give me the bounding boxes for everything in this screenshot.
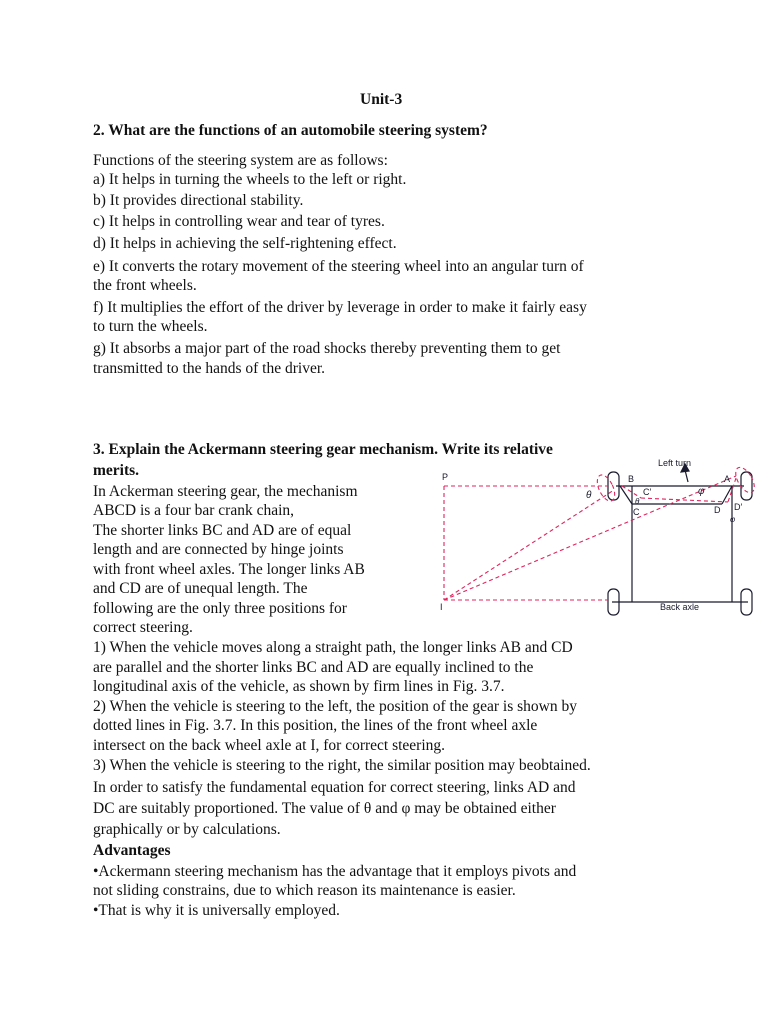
q2-item: b) It provides directional stability. xyxy=(93,192,304,209)
label-phi: φ xyxy=(698,486,705,497)
q3-left-line: following are the only three positions for xyxy=(93,600,347,617)
q3-body-line: graphically or by calculations. xyxy=(93,821,281,838)
q2-item: transmitted to the hands of the driver. xyxy=(93,360,326,377)
advantages-heading: Advantages xyxy=(93,842,171,859)
advantage-line: •That is why it is universally employed. xyxy=(93,902,340,919)
dashed-construction xyxy=(444,464,758,600)
label-left-turn: Left turn xyxy=(658,458,692,468)
q2-intro: Functions of the steering system are as follows: xyxy=(93,152,388,169)
advantage-line: •Ackermann steering mechanism has the advantage that it employs pivots and xyxy=(93,863,577,880)
q3-left-line: ABCD is a four bar crank chain, xyxy=(93,502,295,519)
q2-heading: 2. What are the functions of an automobile steering system? xyxy=(93,122,488,139)
label-back-axle: Back axle xyxy=(660,602,700,612)
q3-body-line: are parallel and the shorter links BC and AD are equally inclined to the xyxy=(93,659,534,676)
q3-heading-line1: 3. Explain the Ackermann steering gear mechanism. Write its relative xyxy=(93,441,553,458)
q3-left-line: In Ackerman steering gear, the mechanism xyxy=(93,483,358,500)
label-a: A xyxy=(724,474,731,484)
q3-body-line: 1) When the vehicle moves along a straight path, the longer links AB and CD xyxy=(93,639,573,656)
q2-item: the front wheels. xyxy=(93,277,197,294)
label-b: B xyxy=(628,474,635,484)
link-bc xyxy=(620,486,632,504)
ackermann-steering-diagram xyxy=(436,456,768,624)
dashed-link-cd-prime xyxy=(641,498,728,502)
label-theta: θ xyxy=(586,490,592,501)
label-phi-small: φ xyxy=(730,515,736,524)
q3-left-line: The shorter links BC and AD are of equal xyxy=(93,522,352,539)
q2-item: g) It absorbs a major part of the road shocks thereby preventing them to get xyxy=(93,340,561,357)
q2-item: to turn the wheels. xyxy=(93,318,208,335)
label-theta-small: θ xyxy=(635,497,640,506)
q3-body-line: DC are suitably proportioned. The value of θ and φ may be obtained either xyxy=(93,800,556,817)
label-c: C xyxy=(633,507,640,517)
q2-item: f) It multiplies the effort of the driver by leverage in order to make it fairly easy xyxy=(93,299,587,316)
advantage-line: not sliding constrains, due to which reason its maintenance is easier. xyxy=(93,882,516,899)
q3-body-line: longitudinal axis of the vehicle, as shown by firm lines in Fig. 3.7. xyxy=(93,678,505,695)
q3-body-line: In order to satisfy the fundamental equation for correct steering, links AD and xyxy=(93,779,576,796)
label-d: D xyxy=(714,505,721,515)
label-i: I xyxy=(440,602,443,612)
q3-left-line: correct steering. xyxy=(93,619,193,636)
dashed-ray-b xyxy=(444,490,614,600)
q3-body-line: dotted lines in Fig. 3.7. In this position, the lines of the front wheel axle xyxy=(93,717,538,734)
q3-left-line: and CD are of unequal length. The xyxy=(93,580,308,597)
q2-item: c) It helps in controlling wear and tear of tyres. xyxy=(93,213,385,230)
dashed-left-wheel xyxy=(594,472,619,503)
unit-title: Unit-3 xyxy=(360,91,403,108)
q3-body-line: intersect on the back wheel axle at I, for correct steering. xyxy=(93,737,446,754)
label-c-prime: C′ xyxy=(643,487,652,497)
q2-item: d) It helps in achieving the self-rightening effect. xyxy=(93,235,397,252)
q3-left-line: length and are connected by hinge joints xyxy=(93,541,344,558)
q2-item: a) It helps in turning the wheels to the left or right. xyxy=(93,171,407,188)
q3-body-line: 3) When the vehicle is steering to the right, the similar position may beobtained. xyxy=(93,757,591,774)
q2-item: e) It converts the rotary movement of the steering wheel into an angular turn of xyxy=(93,258,584,275)
q3-heading-line2: merits. xyxy=(93,462,140,479)
label-d-prime: D′ xyxy=(734,502,743,512)
diagram-labels xyxy=(440,458,742,612)
q3-left-line: with front wheel axles. The longer links AB xyxy=(93,561,365,578)
label-p: P xyxy=(442,472,449,482)
q3-body-line: 2) When the vehicle is steering to the left, the position of the gear is shown by xyxy=(93,698,577,715)
